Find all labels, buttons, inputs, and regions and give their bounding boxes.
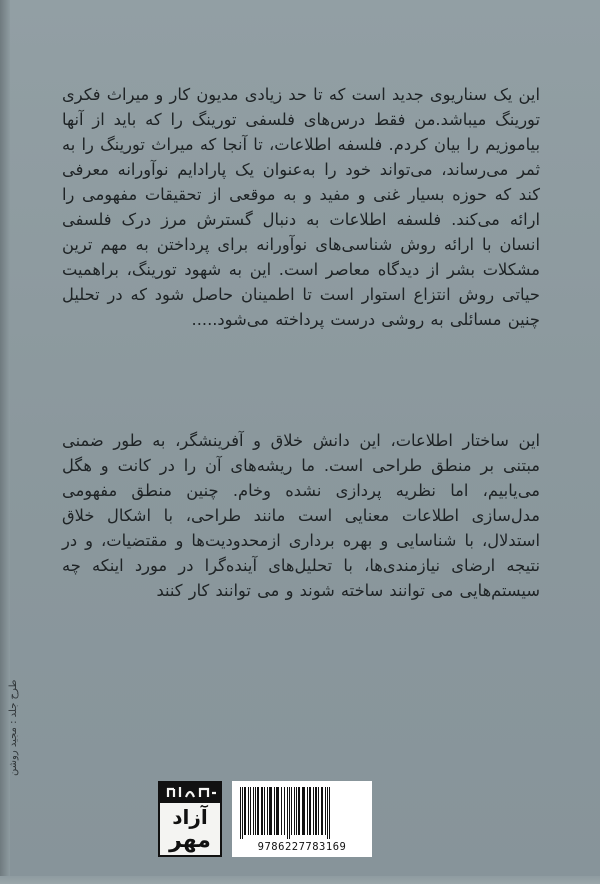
- barcode-bar: [307, 787, 308, 835]
- barcode-bar: [276, 787, 279, 835]
- barcode-bar: [267, 787, 268, 835]
- barcode-bar: [261, 787, 263, 835]
- barcode-bar: [287, 787, 288, 839]
- barcode-bar: [274, 787, 275, 835]
- barcode-bar: [257, 787, 259, 835]
- barcode-bar: [329, 787, 330, 839]
- barcode-bar: [296, 787, 297, 835]
- bottom-edge: [0, 876, 600, 884]
- barcode-bar: [289, 787, 290, 839]
- barcode-bar: [294, 787, 295, 835]
- barcode-bar: [313, 787, 314, 835]
- barcode-bar: [269, 787, 272, 835]
- barcode-bar: [281, 787, 282, 835]
- barcode-bar: [240, 787, 241, 839]
- isbn-number: 9786227783169: [257, 841, 347, 853]
- barcode-bar: [325, 787, 326, 835]
- barcode-bar: [291, 787, 292, 835]
- barcode-bar: [302, 787, 305, 835]
- barcode-bar: [318, 787, 319, 835]
- barcode-bar: [315, 787, 317, 835]
- barcode-bar: [264, 787, 265, 835]
- logo-emblem-icon: [160, 783, 220, 803]
- barcode-bar: [248, 787, 249, 835]
- barcode-bar: [284, 787, 285, 835]
- barcode-bar: [253, 787, 254, 835]
- barcode: [232, 781, 372, 857]
- logo-text-mehr: مهر: [169, 828, 211, 853]
- barcode-bar: [250, 787, 251, 835]
- barcode-bar: [255, 787, 256, 835]
- barcode-bar: [321, 787, 323, 835]
- publisher-logo: [158, 781, 222, 857]
- cover-design-credit: طرح جلد : مجید روشن: [8, 679, 19, 777]
- barcode-bar: [309, 787, 311, 835]
- barcode-bar: [298, 787, 300, 835]
- barcode-bar: [242, 787, 243, 839]
- paragraph-1: این یک سناریوی جدید است که تا حد زیادی مدیون کار و میراث فکری تورینگ میباشد.من فقط درس‌های فلسفی تورینگ را که باید از آنها بیاموزیم را بیان کردم. فلسفه اطلاعات، تا آنجا که میراث تورینگ را به ثمر می‌رساند، می‌تواند خود را به‌عنوان یک پارادایم نوآورانه معرفی کند که حوزه بسیار غنی و مفید و به موقعی از تحقیقات مفهومی را ارائه می‌کند. فلسفه اطلاعات به دنبال گسترش مرز درک فلسفی انسان با ارائه روش شناسی‌های نوآورانه برای پرداختن به مهم ترین مشکلات بشر از دیدگاه معاصر است. این به شهود تورینگ، براهمیت حیاتی روش انتزاع استوار است تا اطمینان حاصل شود که در تحلیل چنین مسائلی به روشی درست پرداخته می‌شود.....: [62, 85, 540, 329]
- logo-text-azad: آزاد: [172, 805, 208, 829]
- paragraph-2: این ساختار اطلاعات، این دانش خلاق و آفرینشگر، به طور ضمنی مبتنی بر منطق طراحی است. ما ریشه‌های آن را در کانت و هگل می‌یابیم، اما نظریه پردازی نشده وخام. چنین منطق مفهومی مدل‌سازی اطلاعات معنایی است مانند طراحی، با اشکال خلاق استدلال، با شناسایی و بهره برداری ازمحدودیت‌ها و مقتضیات، و در نتیجه ارضای نیازمندی‌ها، با تحلیل‌های آینده‌گرا در مورد اینکه چه سیستم‌هایی می توانند ساخته شوند و می توانند کار کنند: [62, 431, 540, 600]
- barcode-bars: [238, 787, 366, 839]
- barcode-bar: [327, 787, 328, 839]
- barcode-bar: [244, 787, 246, 835]
